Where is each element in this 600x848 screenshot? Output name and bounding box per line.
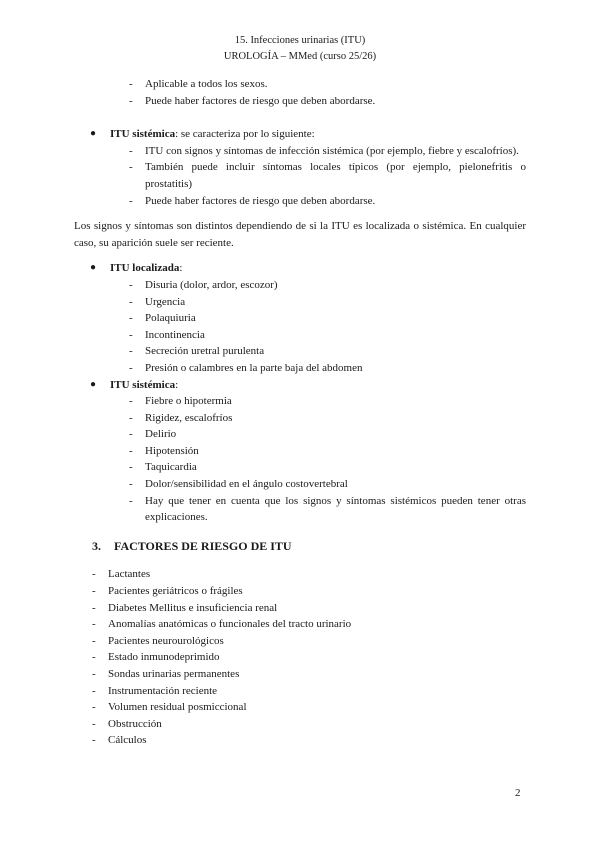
section-title: FACTORES DE RIESGO DE ITU (114, 538, 292, 553)
list-item: - Pacientes geriátricos o frágiles (108, 583, 526, 600)
section-number: 3. (92, 538, 101, 553)
risk-factors-list (108, 566, 526, 749)
localized-heading (90, 260, 526, 277)
list-item: - Disuria (dolor, ardor, escozor) (145, 277, 526, 294)
list-item: - Hay que tener en cuenta que los signos y síntomas sistémicos pueden tener otras explicaciones. (145, 493, 526, 526)
systemic-signs-heading (90, 377, 526, 394)
bullet-title: ITU sistémica (110, 128, 176, 141)
bullet-icon: ● (90, 378, 97, 390)
list-item: - Hipotensión (145, 443, 526, 460)
list-item: - Dolor/sensibilidad en el ángulo costovertebral (145, 476, 526, 493)
list-item: - Rigidez, escalofríos (145, 410, 526, 427)
list-item: - Puede haber factores de riesgo que deben abordarse. (145, 193, 526, 210)
section-heading (92, 538, 526, 555)
bullet-text: : (175, 378, 179, 391)
localized-list (145, 277, 526, 377)
bullet-icon: ● (90, 262, 97, 274)
list-item: - Estado inmunodeprimido (108, 649, 526, 666)
list-item: - ITU con signos y síntomas de infección sistémica (por ejemplo, fiebre y escalofríos). (145, 143, 526, 160)
bullet-icon: ● (90, 128, 97, 140)
list-item: - Urgencia (145, 294, 526, 311)
systemic-definition (90, 126, 526, 143)
list-item: - Obstrucción (108, 716, 526, 733)
bullet-title: ITU sistémica (110, 378, 176, 391)
list-item: - Taquicardia (145, 459, 526, 476)
list-item: - Fiebre o hipotermia (145, 393, 526, 410)
page-header (0, 33, 600, 65)
page-number: 2 (515, 787, 521, 799)
list-item: - Lactantes (108, 566, 526, 583)
bullet-title: ITU localizada (110, 262, 180, 275)
list-item: - Polaquiuria (145, 310, 526, 327)
main-content (74, 76, 526, 749)
list-item: - Presión o calambres en la parte baja del abdomen (145, 360, 526, 377)
list-item: - Secreción uretral purulenta (145, 343, 526, 360)
list-item: - Cálculos (108, 732, 526, 749)
header-course: UROLOGÍA – MMed (curso 25/26) (223, 51, 377, 62)
list-item: - Aplicable a todos los sexos. (145, 76, 526, 93)
list-item: - Sondas urinarias permanentes (108, 666, 526, 683)
list-item: - Delirio (145, 426, 526, 443)
list-item: - Volumen residual posmiccional (108, 699, 526, 716)
bullet-text: : se caracteriza por lo siguiente: (175, 128, 315, 141)
list-item: - Anomalías anatómicas o funcionales del tracto urinario (108, 616, 526, 633)
list-item: - Puede haber factores de riesgo que deben abordarse. (145, 93, 526, 110)
systemic-signs-list (145, 393, 526, 526)
header-title: 15. Infecciones urinarias (ITU) (234, 35, 366, 46)
list-item: - Diabetes Mellitus e insuficiencia renal (108, 600, 526, 617)
bullet-text: : (179, 262, 183, 275)
list-item: - También puede incluir síntomas locales típicos (por ejemplo, pielonefritis o prostatitis) (145, 159, 526, 192)
list-item: - Pacientes neurourológicos (108, 633, 526, 650)
list-item: - Instrumentación reciente (108, 683, 526, 700)
systemic-definition-list (145, 143, 526, 209)
top-list (145, 76, 526, 109)
intro-paragraph: Los signos y síntomas son distintos dependiendo de si la ITU es localizada o sistémica. En cualquier caso, su aparición suele ser reciente. (74, 220, 526, 249)
list-item: - Incontinencia (145, 327, 526, 344)
